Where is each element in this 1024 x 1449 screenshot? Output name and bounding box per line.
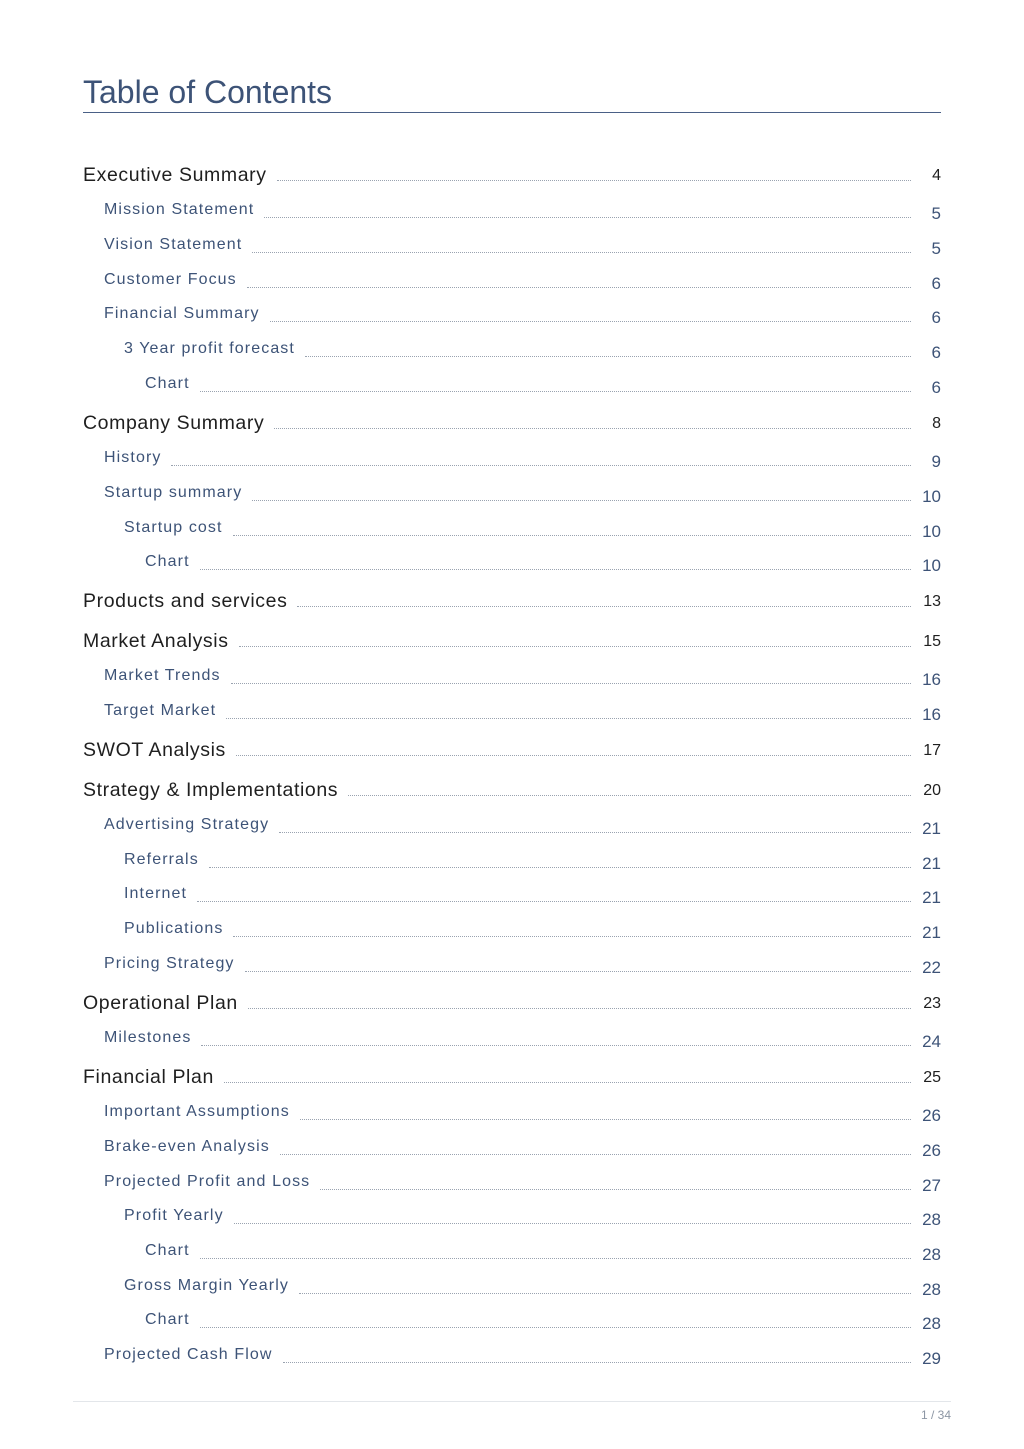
- toc-entry[interactable]: [124, 518, 941, 542]
- toc-entry[interactable]: [104, 483, 941, 507]
- toc-entry-label: Important Assumptions: [104, 1103, 290, 1120]
- toc-entry[interactable]: [104, 448, 941, 472]
- toc-entry[interactable]: [104, 666, 941, 690]
- dot-leader: [233, 936, 911, 937]
- toc-entry-label: History: [104, 449, 162, 466]
- dot-leader: [200, 1258, 911, 1259]
- toc-entry-label: Profit Yearly: [124, 1207, 224, 1224]
- toc-entry-label: Market Trends: [104, 667, 221, 684]
- toc-entry-page-number: 21: [922, 854, 941, 873]
- toc-entry-page-number: 28: [922, 1210, 941, 1229]
- toc-entry[interactable]: [104, 1137, 941, 1161]
- toc-entry[interactable]: [124, 850, 941, 874]
- dot-leader: [252, 252, 911, 253]
- toc-entry-label: Financial Summary: [104, 305, 260, 322]
- toc-entry[interactable]: [83, 1065, 941, 1089]
- toc-entry-page-number: 10: [922, 522, 941, 541]
- toc-entry[interactable]: [104, 815, 941, 839]
- toc-entry[interactable]: [124, 1206, 941, 1230]
- dot-leader: [270, 321, 911, 322]
- dot-leader: [283, 1362, 911, 1363]
- toc-entry[interactable]: [83, 163, 941, 187]
- toc-entry[interactable]: [145, 552, 941, 576]
- toc-entry-page-number: 13: [923, 593, 941, 610]
- toc-entry[interactable]: [104, 200, 941, 224]
- toc-entry[interactable]: [104, 304, 941, 328]
- toc-entry[interactable]: [104, 954, 941, 978]
- toc-entry[interactable]: [83, 411, 941, 435]
- toc-entry-label: Chart: [145, 1242, 190, 1259]
- toc-entry-page-number: 29: [922, 1349, 941, 1368]
- page-counter: 1 / 34: [920, 1408, 951, 1422]
- toc-entry-page-number: 10: [922, 487, 941, 506]
- toc-entry-label: Products and services: [83, 590, 288, 612]
- toc-entry-label: Target Market: [104, 702, 217, 719]
- toc-entry-label: Pricing Strategy: [104, 955, 235, 972]
- toc-entry-label: SWOT Analysis: [83, 739, 226, 761]
- dot-leader: [236, 755, 911, 756]
- toc-entry-label: Projected Profit and Loss: [104, 1173, 311, 1190]
- dot-leader: [305, 356, 911, 357]
- toc-entry-label: 3 Year profit forecast: [124, 340, 295, 357]
- dot-leader: [320, 1189, 911, 1190]
- dot-leader: [233, 535, 911, 536]
- toc-entry-page-number: 26: [922, 1141, 941, 1160]
- toc-entry-label: Brake-even Analysis: [104, 1138, 270, 1155]
- dot-leader: [201, 1045, 911, 1046]
- dot-leader: [280, 1154, 911, 1155]
- toc-entry[interactable]: [104, 1102, 941, 1126]
- toc-entry-page-number: 9: [931, 452, 941, 471]
- toc-entry-page-number: 6: [931, 343, 941, 362]
- toc-entry[interactable]: [124, 339, 941, 363]
- dot-leader: [231, 683, 911, 684]
- page-title: Table of Contents: [83, 74, 333, 110]
- toc-entry-page-number: 21: [922, 888, 941, 907]
- toc-entry-page-number: 22: [922, 958, 941, 977]
- toc-entry-label: Projected Cash Flow: [104, 1346, 273, 1363]
- toc-entry-page-number: 28: [922, 1314, 941, 1333]
- toc-entry-label: Chart: [145, 1311, 190, 1328]
- toc-entry[interactable]: [124, 884, 941, 908]
- toc-entry[interactable]: [145, 374, 941, 398]
- toc-entry[interactable]: [104, 1345, 941, 1369]
- dot-leader: [348, 795, 911, 796]
- dot-leader: [224, 1082, 911, 1083]
- dot-leader: [234, 1223, 911, 1224]
- dot-leader: [264, 217, 911, 218]
- dot-leader: [277, 180, 911, 181]
- dot-leader: [200, 391, 911, 392]
- toc-entry[interactable]: [83, 629, 941, 653]
- toc-entry-label: Mission Statement: [104, 201, 255, 218]
- toc-entry[interactable]: [83, 738, 941, 762]
- toc-entry-page-number: 15: [923, 633, 941, 650]
- toc-entry-page-number: 4: [932, 167, 941, 184]
- toc-entry-label: Company Summary: [83, 412, 265, 434]
- toc-entry-label: Milestones: [104, 1029, 192, 1046]
- dot-leader: [299, 1293, 911, 1294]
- dot-leader: [297, 606, 911, 607]
- toc-entry-label: Market Analysis: [83, 630, 229, 652]
- toc-entry-label: Startup summary: [104, 484, 243, 501]
- toc-entry-page-number: 21: [922, 923, 941, 942]
- dot-leader: [300, 1119, 911, 1120]
- toc-entry-page-number: 16: [922, 670, 941, 689]
- toc-entry-page-number: 5: [931, 204, 941, 223]
- toc-entry-page-number: 17: [923, 742, 941, 759]
- toc-entry-page-number: 21: [922, 819, 941, 838]
- toc-entry-page-number: 23: [923, 995, 941, 1012]
- toc-entry[interactable]: [145, 1241, 941, 1265]
- toc-entry-label: Startup cost: [124, 519, 223, 536]
- toc-entry[interactable]: [104, 701, 941, 725]
- toc-entry-label: Strategy & Implementations: [83, 779, 339, 801]
- toc-entry[interactable]: [83, 589, 941, 613]
- toc-entry-label: Financial Plan: [83, 1066, 214, 1088]
- dot-leader: [209, 867, 911, 868]
- toc-entry-label: Internet: [124, 885, 188, 902]
- dot-leader: [279, 832, 911, 833]
- dot-leader: [200, 569, 911, 570]
- toc-entry-label: Executive Summary: [83, 164, 267, 186]
- dot-leader: [197, 901, 911, 902]
- toc-entry[interactable]: [104, 1172, 941, 1196]
- toc-entry-label: Gross Margin Yearly: [124, 1277, 289, 1294]
- toc-entry-page-number: 28: [922, 1245, 941, 1264]
- dot-leader: [200, 1327, 911, 1328]
- toc-entry-page-number: 16: [922, 705, 941, 724]
- dot-leader: [274, 428, 911, 429]
- toc-entry-page-number: 6: [931, 274, 941, 293]
- toc-entry-label: Chart: [145, 375, 190, 392]
- toc-entry-page-number: 25: [923, 1069, 941, 1086]
- dot-leader: [226, 718, 911, 719]
- dot-leader: [171, 465, 911, 466]
- toc-entry-page-number: 20: [923, 782, 941, 799]
- toc-entry[interactable]: [104, 1028, 941, 1052]
- toc-entry[interactable]: [104, 270, 941, 294]
- toc-entry-page-number: 6: [931, 378, 941, 397]
- toc-entry-page-number: 28: [922, 1280, 941, 1299]
- toc-entry[interactable]: [83, 778, 941, 802]
- footer-divider: [73, 1401, 951, 1402]
- toc-entry-label: Advertising Strategy: [104, 816, 270, 833]
- dot-leader: [239, 646, 911, 647]
- toc-entry-page-number: 24: [922, 1032, 941, 1051]
- toc-entry[interactable]: [124, 919, 941, 943]
- toc-entry[interactable]: [124, 1276, 941, 1300]
- dot-leader: [245, 971, 911, 972]
- toc-entry-page-number: 5: [931, 239, 941, 258]
- toc-entry-page-number: 26: [922, 1106, 941, 1125]
- toc-entry[interactable]: [104, 235, 941, 259]
- toc-entry[interactable]: [83, 991, 941, 1015]
- toc-entry-page-number: 10: [922, 556, 941, 575]
- toc-entry-label: Referrals: [124, 851, 199, 868]
- dot-leader: [248, 1008, 911, 1009]
- toc-entry-page-number: 6: [931, 308, 941, 327]
- toc-entry-label: Operational Plan: [83, 992, 238, 1014]
- toc-entry-page-number: 8: [932, 415, 941, 432]
- toc-entry-label: Customer Focus: [104, 271, 237, 288]
- toc-entry-page-number: 27: [922, 1176, 941, 1195]
- toc-entry-label: Vision Statement: [104, 236, 243, 253]
- toc-entry-label: Publications: [124, 920, 224, 937]
- toc-entry[interactable]: [145, 1310, 941, 1334]
- dot-leader: [252, 500, 911, 501]
- toc-entry-label: Chart: [145, 553, 190, 570]
- dot-leader: [247, 287, 911, 288]
